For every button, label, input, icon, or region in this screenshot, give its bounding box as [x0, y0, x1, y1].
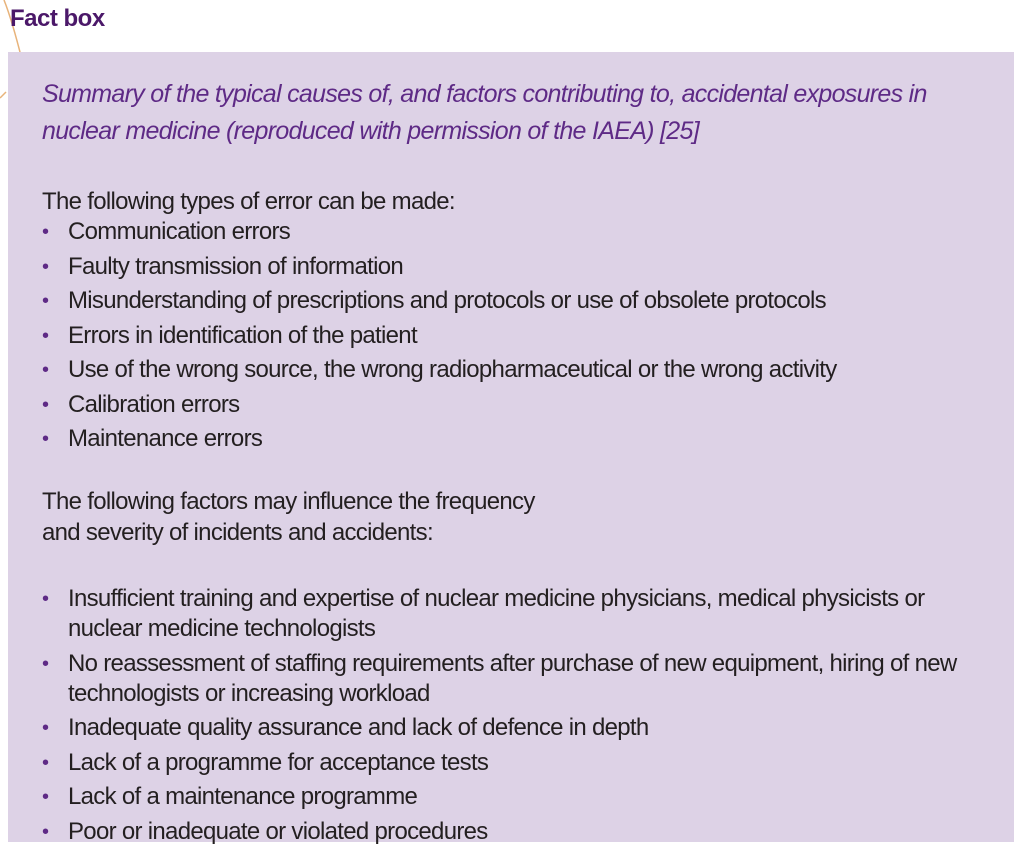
- bullet-icon: •: [42, 428, 49, 450]
- bullet-icon: •: [42, 393, 49, 416]
- fact-box: [8, 52, 1014, 845]
- bullet-icon: •: [42, 786, 49, 808]
- list-item: [38, 584, 998, 644]
- list-item-text: Insufficient training and expertise of nuclear medicine physicians, medical physicists or nuclear medicine technologists: [68, 585, 925, 642]
- list-item: [38, 713, 998, 743]
- list-item: [38, 649, 998, 709]
- fact-box-subtitle: Summary of the typical causes of, and factors contributing to, accidental exposures in nuclear medicine (reproduced with permission of the IAEA) [25]: [42, 80, 927, 145]
- list-item-text: Maintenance errors: [68, 425, 263, 452]
- list-item: [38, 321, 998, 351]
- list-item-text: Faulty transmission of information: [68, 252, 404, 280]
- factors-list: [38, 584, 998, 851]
- list-item: [38, 286, 998, 316]
- bullet-icon: •: [42, 324, 49, 347]
- bullet-icon: •: [42, 359, 49, 381]
- list-item-text: Use of the wrong source, the wrong radiopharmaceutical or the wrong activity: [68, 356, 837, 383]
- list-item: [38, 355, 998, 385]
- bullet-icon: •: [42, 717, 49, 739]
- list-item-text: Lack of a programme for acceptance tests: [68, 748, 489, 776]
- list-item-text: Inadequate quality assurance and lack of defence in depth: [68, 714, 649, 741]
- list-item-text: Lack of a maintenance programme: [68, 783, 418, 810]
- list-item: [38, 817, 998, 847]
- bullet-icon: •: [42, 290, 49, 312]
- list-item: [38, 748, 998, 778]
- bullet-icon: •: [42, 751, 49, 774]
- bullet-icon: •: [42, 255, 49, 278]
- factors-intro: [42, 486, 535, 548]
- list-item: [38, 390, 998, 420]
- list-item-text: Errors in identification of the patient: [68, 321, 417, 349]
- list-item: [38, 782, 998, 812]
- fact-box-title: Fact box: [10, 5, 105, 32]
- factors-intro-line-1: The following factors may influence the frequency: [42, 488, 535, 515]
- list-item: [38, 252, 998, 282]
- list-item-text: Communication errors: [68, 218, 291, 245]
- list-item: [38, 424, 998, 454]
- bullet-icon: •: [42, 588, 49, 610]
- bullet-icon: •: [42, 820, 49, 843]
- list-item-text: No reassessment of staffing requirements after purchase of new equipment, hiring of new technologists or increasing workload: [68, 649, 957, 707]
- bullet-icon: •: [42, 652, 49, 675]
- list-item-text: Calibration errors: [68, 390, 240, 418]
- factors-intro-line-2: and severity of incidents and accidents:: [42, 519, 433, 546]
- list-item: [38, 217, 998, 247]
- errors-intro: The following types of error can be made:: [42, 188, 455, 215]
- bullet-icon: •: [42, 221, 49, 243]
- errors-list: [38, 217, 998, 459]
- list-item-text: Misunderstanding of prescriptions and protocols or use of obsolete protocols: [68, 287, 826, 314]
- list-item-text: Poor or inadequate or violated procedures: [68, 817, 488, 845]
